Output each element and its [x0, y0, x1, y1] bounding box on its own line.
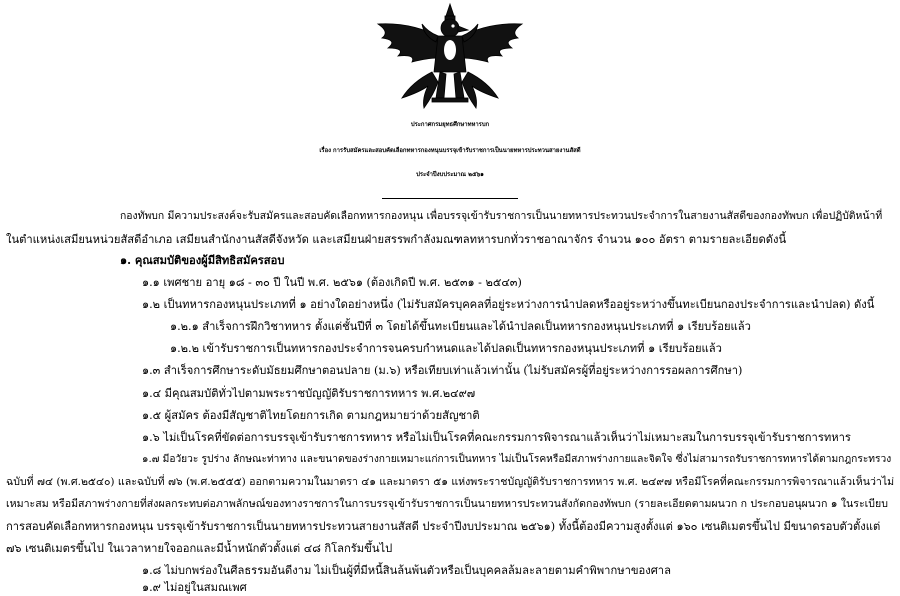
list-item: ๑.๑ เพศชาย อายุ ๑๘ - ๓๐ ปี ในปี พ.ศ. ๒๕๖๑ (ต้องเกิดปี พ.ศ. ๒๕๓๑ - ๒๕๔๓): [142, 276, 522, 289]
list-item: ๑.๙ ไม่อยู่ในสมณเพศ: [142, 581, 247, 594]
list-item: ๑.๖ ไม่เป็นโรคที่ขัดต่อการบรรจุเข้ารับราชการทหาร หรือไม่เป็นโรคที่คณะกรรมการพิจารณาแล้วเห็นว่าไม่เหมาะสมในการบรรจุเข้ารับราชการทหาร: [142, 431, 851, 444]
document-title: ประกาศกรมยุทธศึกษาทหารบก: [410, 121, 490, 128]
document-subject: เรื่อง การรับสมัครและสอบคัดเลือกทหารกองหนุนบรรจุเข้ารับราชการเป็นนายทหารประทวนสายงานสัสดี: [319, 147, 581, 154]
list-item: ๑.๒.๒ เข้ารับราชการเป็นทหารกองประจำการจนครบกำหนดและได้ปลดเป็นทหารกองหนุนประเภทที่ ๑ เรียบร้อยแล้ว: [170, 342, 722, 355]
list-item-continuation: การสอบคัดเลือกทหารกองหนุน บรรจุเข้ารับราชการเป็นนายทหารประทวนสายงานสัสดี ประจำปีงบประมาณ ๒๕๖๑) ทั้งนี้ต้องมีความสูงตั้งแต่ ๑๖๐ เซนติเมตรขึ้นไป มีขนาดรอบตัวตั้งแต่: [6, 520, 881, 533]
intro-paragraph-line: กองทัพบก มีความประสงค์จะรับสมัครและสอบคัดเลือกทหารกองหนุน เพื่อบรรจุเข้ารับราชการเป็นนายทหารประทวนประจำการในสายงานสัสดีของกองทัพบก เพื่อปฏิบัติหน้าที่: [120, 210, 883, 222]
list-item-continuation: ๗๖ เซนติเมตรขึ้นไป ในเวลาหายใจออกและมีน้ำหนักตัวตั้งแต่ ๔๘ กิโลกรัมขึ้นไป: [6, 542, 393, 555]
list-item: ๑.๔ มีคุณสมบัติทั่วไปตามพระราชบัญญัติรับราชการทหาร พ.ศ.๒๔๙๗: [142, 387, 476, 400]
list-item-continuation: เหมาะสม หรือมีสภาพร่างกายที่ส่งผลกระทบต่อภาพลักษณ์ของทางราชการในการบรรจุเข้ารับราชการเป็นนายทหารประทวนสังกัดกองทัพบก (รายละเอียดตามผนวก ก ประกอบอนุผนวก ๑ ในระเบียบ: [6, 498, 888, 510]
list-item: ๑.๕ ผู้สมัคร ต้องมีสัญชาติไทยโดยการเกิด ตามกฎหมายว่าด้วยสัญชาติ: [142, 409, 480, 422]
section-heading: ๑. คุณสมบัติของผู้มีสิทธิสมัครสอบ: [120, 253, 285, 267]
list-item-continuation: ฉบับที่ ๗๔ (พ.ศ.๒๕๔๐) และฉบับที่ ๗๖ (พ.ศ.๒๕๕๕) ออกตามความในมาตรา ๔๑ และมาตรา ๕๑ แห่งพระราชบัญญัติรับราชการทหาร พ.ศ. ๒๔๙๗ หรือมีโรคที่คณะกรรมการพิจารณาแล้วเห็นว่าไม่: [6, 476, 895, 488]
list-item: ๑.๘ ไม่บกพร่องในศีลธรรมอันดีงาม ไม่เป็นผู้ที่มีหนี้สินล้นพ้นตัวหรือเป็นบุคคลล้มละลายตามคำพิพากษาของศาล: [142, 564, 671, 577]
intro-paragraph-line: ในตำแหน่งเสมียนหน่วยสัสดีอำเภอ เสมียนสำนักงานสัสดีจังหวัด และเสมียนฝ่ายสรรพกำลังมณฑลทหารบกทั่วราชอาณาจักร จำนวน ๑๐๐ อัตรา ตามรายละเอียดดังนี้: [6, 233, 787, 246]
header-divider: [382, 198, 518, 199]
garuda-emblem: [372, 2, 528, 112]
list-item: ๑.๗ มีอวัยวะ รูปร่าง ลักษณะท่าทาง และขนาดของร่างกายเหมาะแก่การเป็นทหาร ไม่เป็นโรคหรือมีสภาพร่างกายและจิตใจ ซึ่งไม่สามารถรับราชการทหารได้ตามกฎกระทรวง: [142, 454, 892, 465]
list-item: ๑.๒.๑ สำเร็จการฝึกวิชาทหาร ตั้งแต่ชั้นปีที่ ๓ โดยได้ขึ้นทะเบียนและได้นำปลดเป็นทหารกองหนุนประเภทที่ ๑ เรียบร้อยแล้ว: [170, 320, 751, 333]
list-item: ๑.๓ สำเร็จการศึกษาระดับมัธยมศึกษาตอนปลาย (ม.๖) หรือเทียบเท่าแล้วเท่านั้น (ไม่รับสมัครผู้ที่อยู่ระหว่างการรอผลการศึกษา): [142, 364, 743, 377]
list-item: ๑.๒ เป็นทหารกองหนุนประเภทที่ ๑ อย่างใดอย่างหนึ่ง (ไม่รับสมัครบุคคลที่อยู่ระหว่างการนำปลดหรืออยู่ระหว่างขึ้นทะเบียนกองประจำการและนำปลด) ดังนี้: [142, 298, 875, 311]
document-fiscal-year: ประจำปีงบประมาณ ๒๕๖๑: [416, 171, 484, 178]
